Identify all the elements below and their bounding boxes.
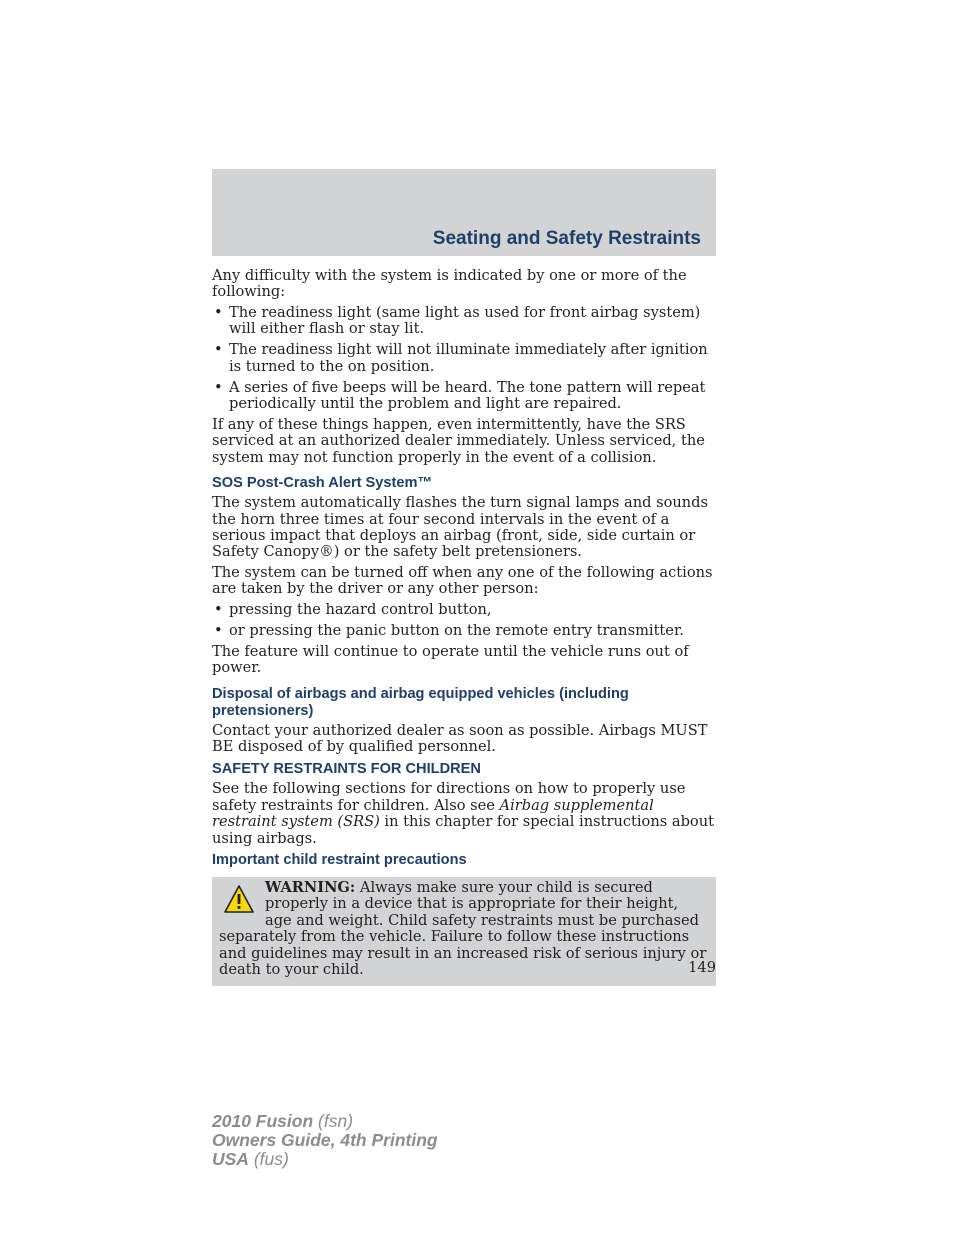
list-item: • or pressing the panic button on the remote entry transmitter. — [212, 623, 716, 639]
intro-paragraph: Any difficulty with the system is indicated by one or more of the following: — [212, 267, 687, 301]
srs-reference: Airbag supplemental restraint system (SRS) — [212, 796, 654, 831]
warning-text: Always make sure your child is secured properly in a device that is appropriate for their height, age and weight. Child safety restraints must be purchased separately from the vehicle. Failure to follow these instructions and guidelines may result in an increased risk of serious injury or death to your child. — [219, 878, 707, 978]
sos-heading: SOS Post-Crash Alert System™ — [212, 475, 433, 492]
section-header-bar — [212, 169, 716, 256]
list-item: • The readiness light will not illuminate immediately after ignition is turned to the on position. — [212, 342, 716, 375]
list-item: • pressing the hazard control button, — [212, 602, 716, 618]
precautions-heading: Important child restraint precautions — [212, 851, 467, 868]
page-content — [212, 268, 716, 986]
symptom-list — [212, 305, 716, 413]
footer-guide-line: Owners Guide, 4th Printing — [212, 1130, 438, 1150]
footer — [212, 1112, 438, 1169]
sos-turnoff-paragraph: The system can be turned off when any one of the following actions are taken by the driver or any other person: — [212, 563, 713, 598]
footer-region-line: USA (fus) — [212, 1149, 289, 1169]
page-number: 149 — [688, 959, 716, 976]
service-paragraph: If any of these things happen, even intermittently, have the SRS serviced at an authorized dealer immediately. Unless serviced, the system may not function properly in the event of a collision. — [212, 416, 705, 466]
disposal-heading: Disposal of airbags and airbag equipped vehicles (including pretensioners) — [212, 685, 629, 719]
children-heading: SAFETY RESTRAINTS FOR CHILDREN — [212, 761, 481, 778]
sos-paragraph: The system automatically flashes the turn signal lamps and sounds the horn three times at four second intervals in the event of a serious impact that deploys an airbag (front, side, side curtain or Safety Canopy®) or the safety belt pretensioners. — [212, 494, 708, 561]
warning-triangle-icon — [223, 884, 255, 914]
sos-power-paragraph: The feature will continue to operate until the vehicle runs out of power. — [212, 642, 689, 677]
children-paragraph: See the following sections for directions on how to properly use safety restraints for children. Also see Airbag supplemental restraint system (SRS) in this chapter for special instructions about using airbags. — [212, 780, 714, 847]
warning-label: WARNING: — [265, 878, 356, 896]
disposal-paragraph: Contact your authorized dealer as soon as possible. Airbags MUST BE disposed of by qualified personnel. — [212, 721, 708, 755]
turnoff-action-list — [212, 602, 716, 639]
section-title: Seating and Safety Restraints — [432, 228, 701, 249]
list-item: • The readiness light (same light as used for front airbag system) will either flash or stay lit. — [212, 305, 716, 338]
list-item: • A series of five beeps will be heard. The tone pattern will repeat periodically until the problem and light are repaired. — [212, 380, 716, 413]
footer-model-line: 2010 Fusion (fsn) — [212, 1111, 354, 1131]
